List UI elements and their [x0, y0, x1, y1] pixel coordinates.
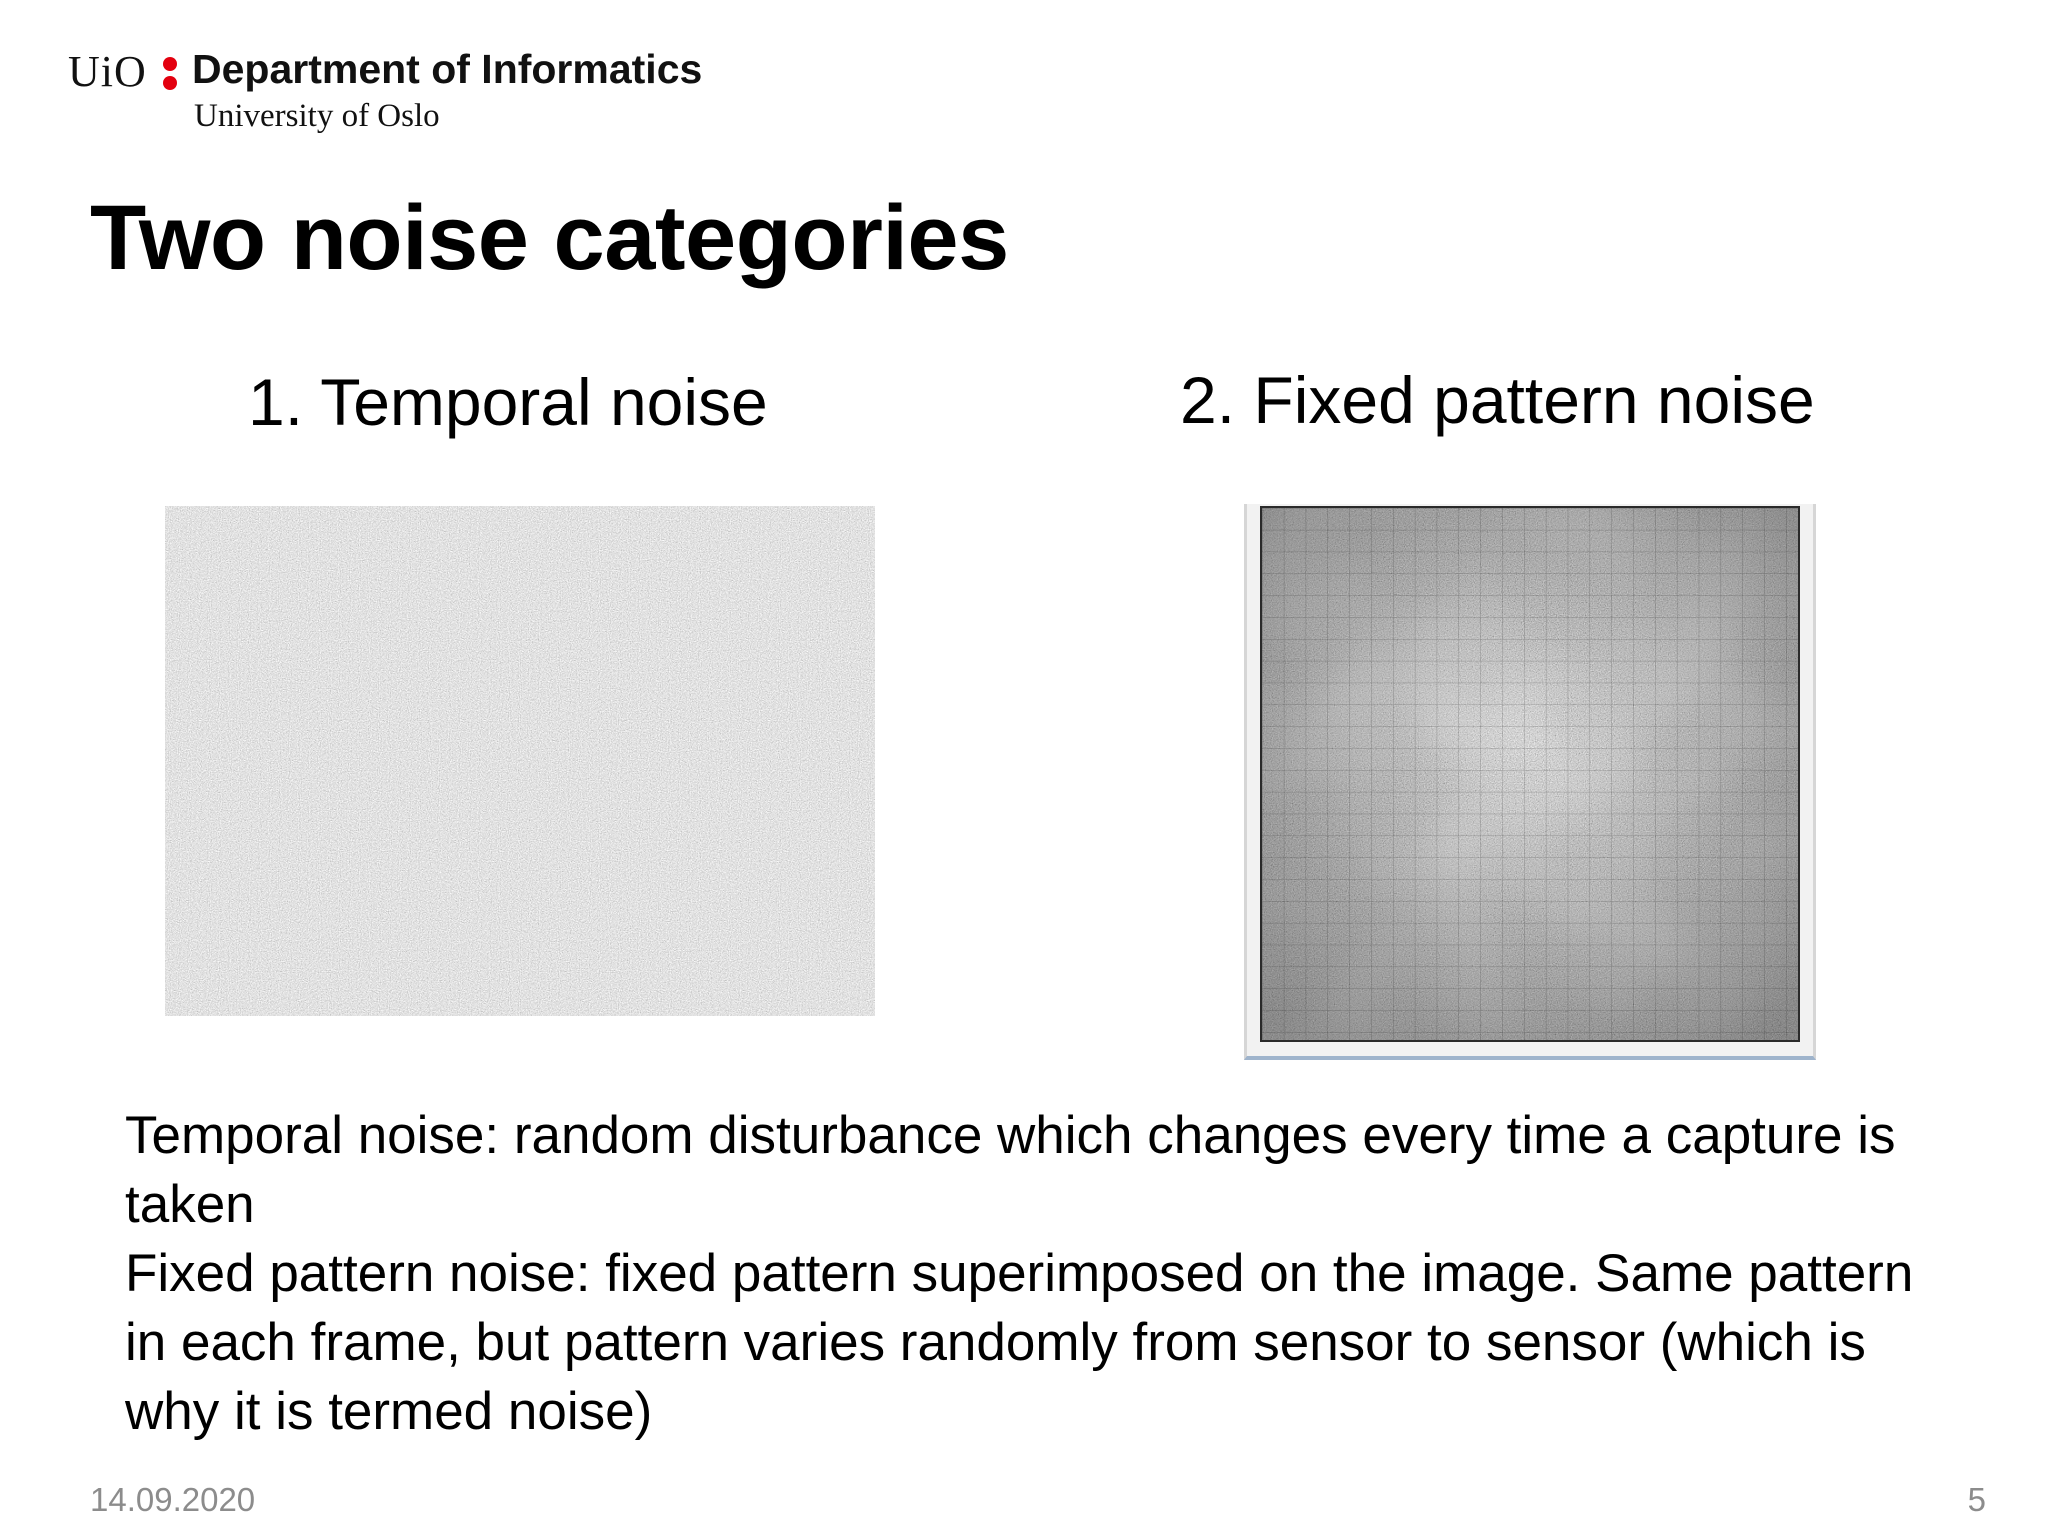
- uio-logo-word: UiO: [68, 47, 147, 96]
- temporal-noise-heading: 1. Temporal noise: [248, 365, 768, 439]
- fixed-pattern-noise-heading: 2. Fixed pattern noise: [1180, 363, 1815, 437]
- uio-header: [68, 44, 828, 144]
- fixed-pattern-noise-image: [1260, 506, 1800, 1042]
- slide-body-text: [125, 1101, 1945, 1446]
- university-name: University of Oslo: [194, 98, 440, 134]
- uio-logo-dots-icon: [163, 55, 179, 95]
- temporal-noise-image: [165, 506, 875, 1016]
- footer-date: 14.09.2020: [90, 1481, 256, 1518]
- fixed-pattern-noise-description: Fixed pattern noise: fixed pattern superimposed on the image. Same pattern in each frame, but pattern varies randomly from sensor to sensor (which is why it is termed noise): [125, 1244, 1914, 1441]
- temporal-noise-description: Temporal noise: random disturbance which changes every time a capture is taken: [125, 1106, 1896, 1234]
- department-name: Department of Informatics: [192, 46, 703, 92]
- slide-title: Two noise categories: [90, 187, 1009, 289]
- footer-page-number: 5: [1967, 1481, 1986, 1518]
- fixed-pattern-noise-image-frame: [1244, 504, 1816, 1060]
